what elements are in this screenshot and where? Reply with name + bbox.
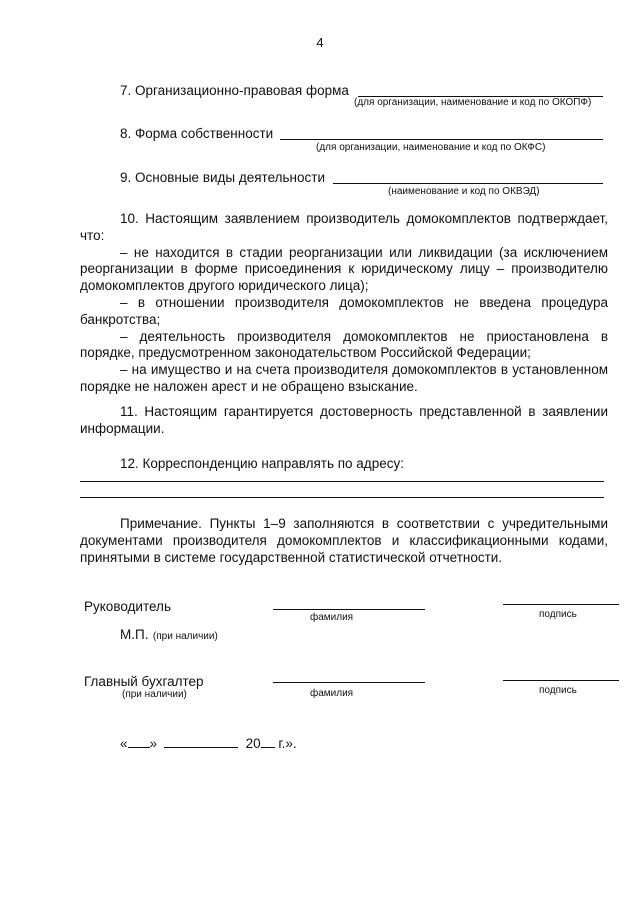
item-10-block xyxy=(80,211,608,396)
accountant-signature-caption: подпись xyxy=(539,685,577,696)
page-number: 4 xyxy=(316,35,324,50)
accountant-note: (при наличии) xyxy=(122,689,187,700)
accountant-surname-caption: фамилия xyxy=(310,688,354,699)
address-line-2[interactable] xyxy=(80,497,604,498)
field-8-input-line[interactable] xyxy=(280,139,603,140)
item-10-intro: 10. Настоящим заявлением производитель домокомплектов подтверждает, что: xyxy=(80,211,608,243)
accountant-surname-line[interactable] xyxy=(273,682,425,683)
head-surname-line[interactable] xyxy=(273,609,425,610)
field-9-input-line[interactable] xyxy=(333,183,603,184)
date-line xyxy=(120,735,297,752)
field-7-label: 7. Организационно-правовая форма xyxy=(120,83,349,98)
item-11-text: 11. Настоящим гарантируется достоверность представленной в заявлении информации. xyxy=(80,404,608,436)
note-text: Примечание. Пункты 1–9 заполняются в соответствии с учредительными документами производителя домокомплектов и классификационными кодами, принятыми в системе государственной статистической отчетности. xyxy=(80,516,608,565)
seal-label: М.П. xyxy=(120,627,149,642)
address-line-1[interactable] xyxy=(80,481,604,482)
date-open-quote: « xyxy=(120,736,128,751)
item-10-bullet-2: – в отношении производителя домокомплектов не введена процедура банкротства; xyxy=(80,294,608,327)
field-8-hint: (для организации, наименование и код по ОКФС) xyxy=(316,142,546,153)
date-day-blank[interactable] xyxy=(128,735,150,748)
accountant-title: Главный бухгалтер xyxy=(84,674,204,689)
field-7-hint: (для организации, наименование и код по ОКОПФ) xyxy=(354,97,592,108)
seal-note: (при наличии) xyxy=(152,631,218,642)
date-suffix: г.». xyxy=(278,736,297,751)
item-10-bullet-4: – на имуществo и на счета производителя домокомплектов в установленном порядке не наложен арест и не обращено взыскание. xyxy=(80,362,608,394)
date-year-blank[interactable] xyxy=(261,735,275,748)
item-10-bullet-1: – не находится в стадии реорганизации или ликвидации (за исключением реорганизации в форме присоединения к юридическому лицу – производителю домокомплектов другого юридического лица); xyxy=(80,244,608,294)
field-9-hint: (наименование и код по ОКВЭД) xyxy=(388,186,540,197)
item-12-label: 12. Корреспонденцию направлять по адресу: xyxy=(120,456,404,471)
accountant-signature-line[interactable] xyxy=(503,680,619,681)
date-year-prefix: 20 xyxy=(245,736,261,751)
field-8-label: 8. Форма собственности xyxy=(120,126,274,141)
head-signature-caption: подпись xyxy=(539,609,577,620)
head-signature-line[interactable] xyxy=(503,604,619,605)
head-title: Руководитель xyxy=(84,599,171,614)
field-9-label: 9. Основные виды деятельности xyxy=(120,170,325,185)
date-close-quote: » xyxy=(149,736,158,751)
seal-block xyxy=(120,626,218,644)
date-month-blank[interactable] xyxy=(164,735,238,748)
head-surname-caption: фамилия xyxy=(310,612,354,623)
item-10-bullet-3: – деятельность производителя домокомплектов не приостановлена в порядке, предусмотренном законодательством Российской Федерации; xyxy=(80,328,608,361)
